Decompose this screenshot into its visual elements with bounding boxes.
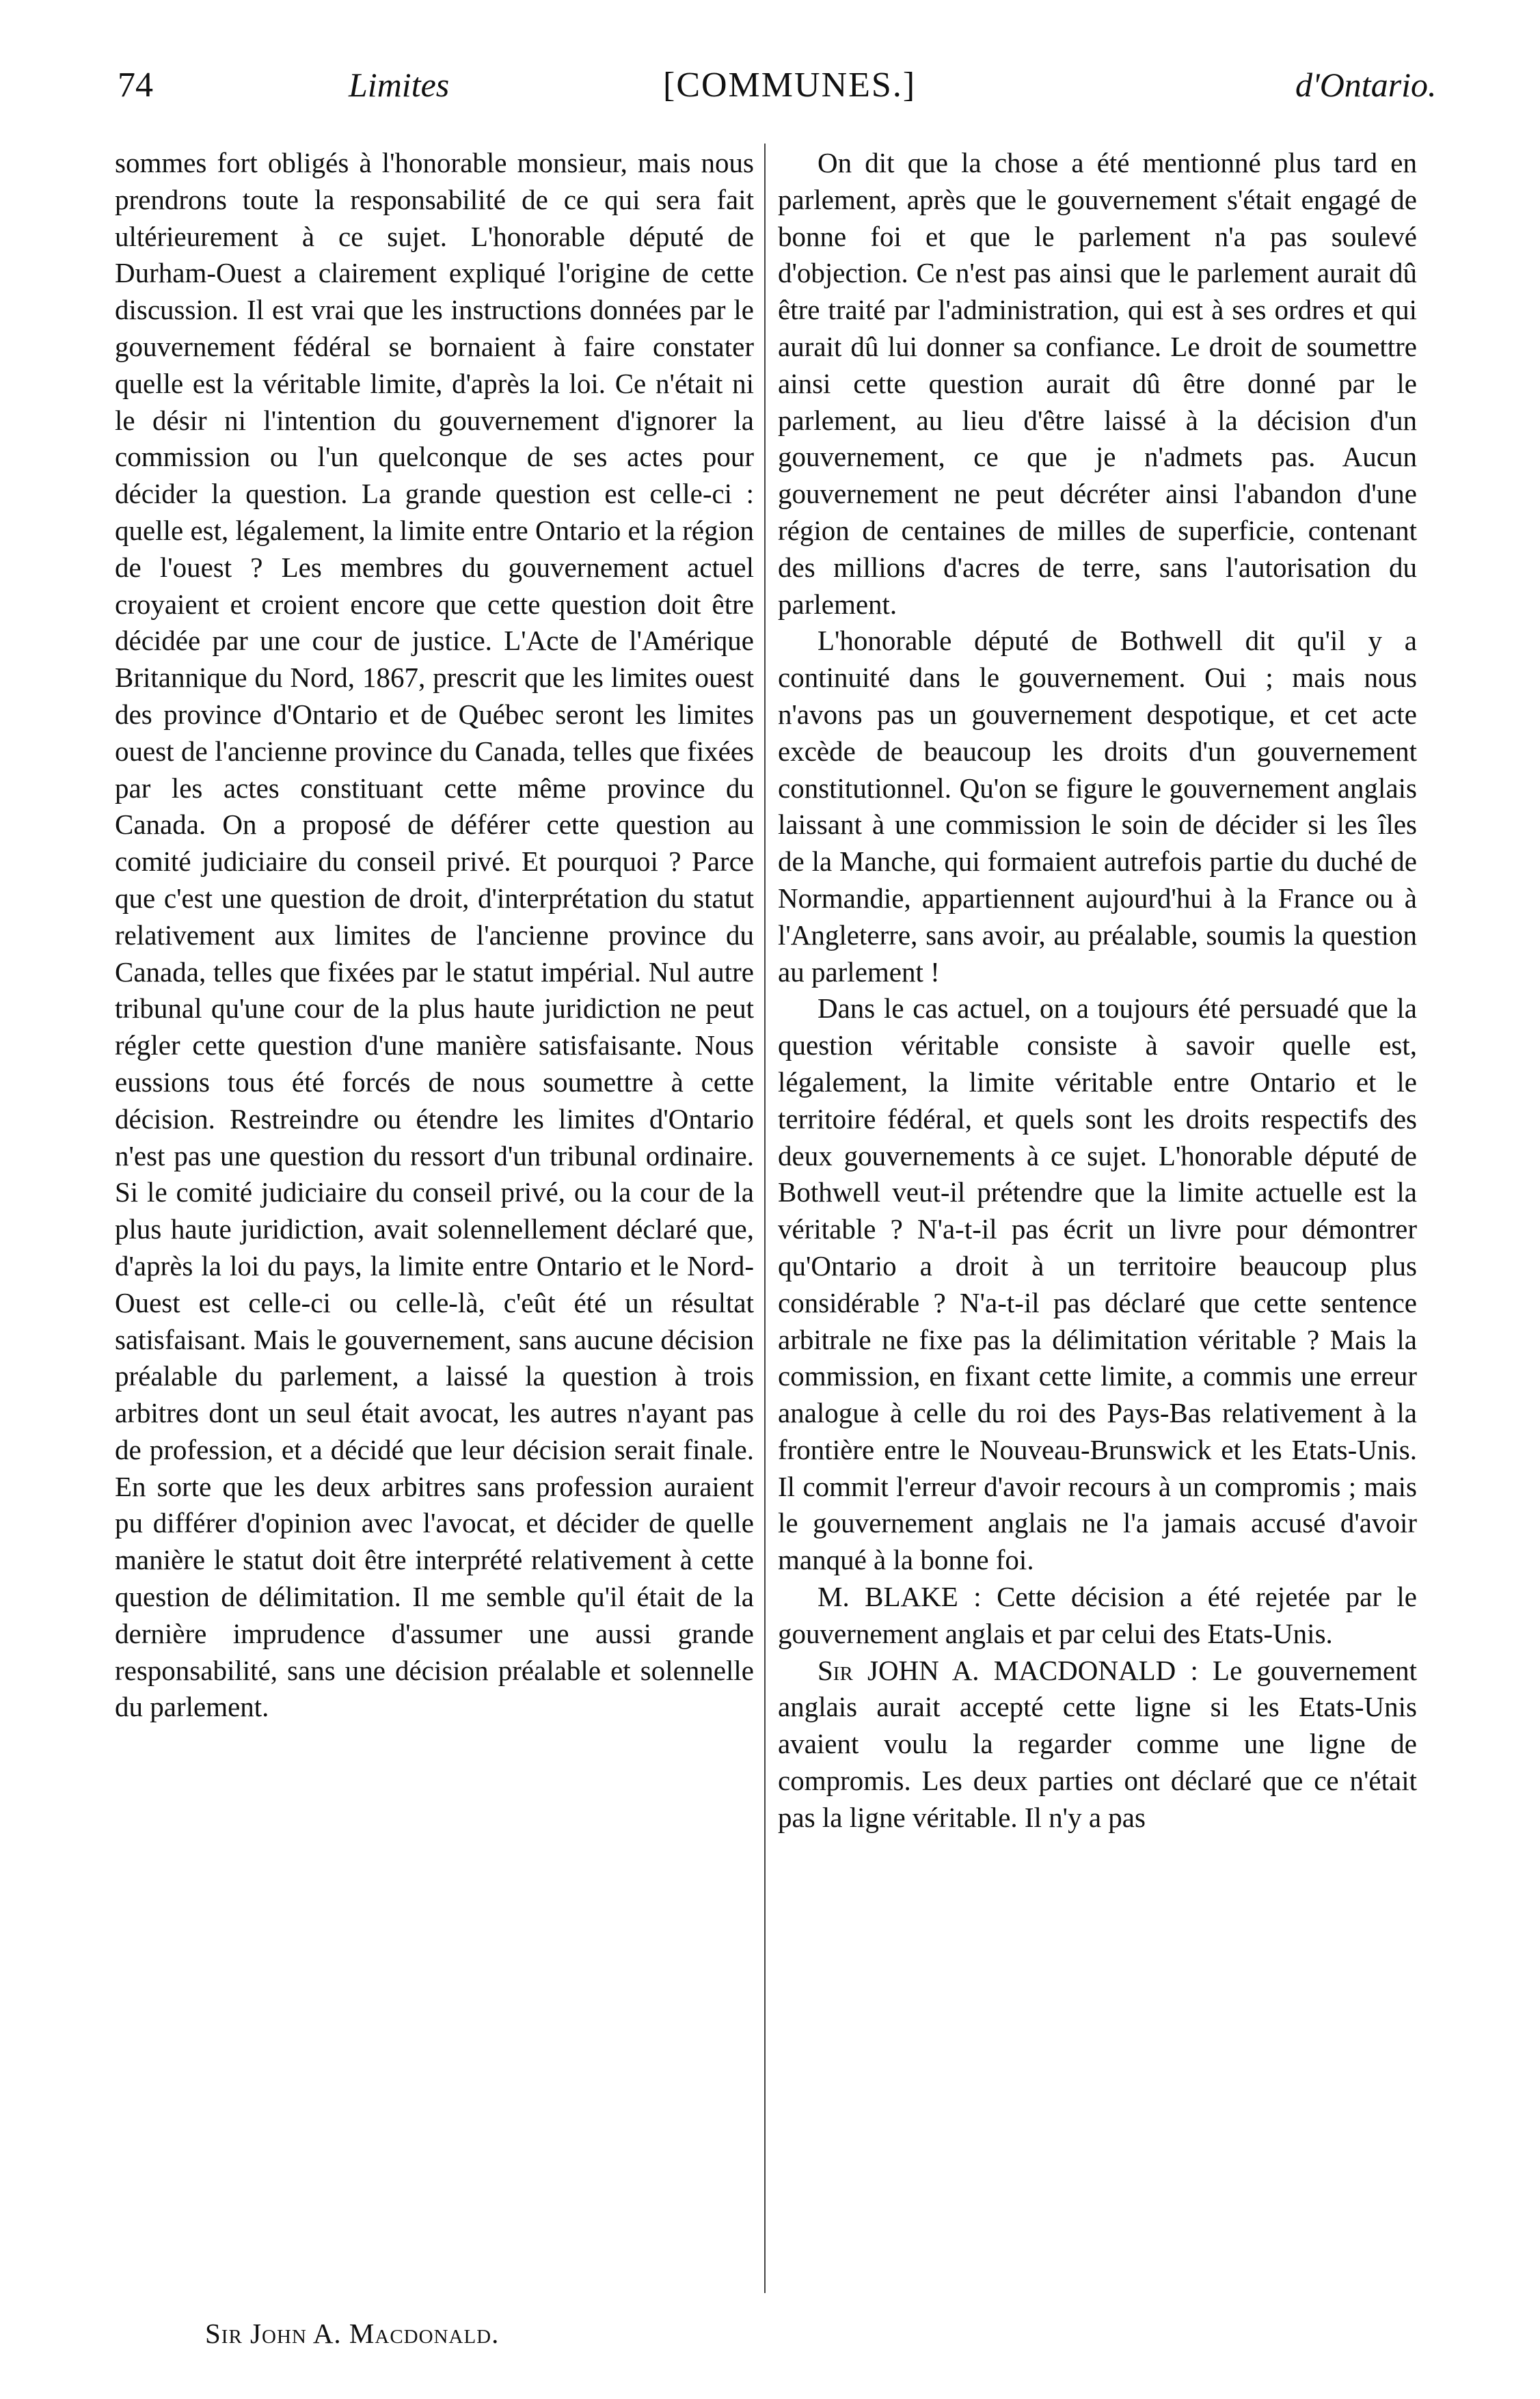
- blake-speech: Cette décision a été rejetée par le gouvernement anglais et par celui des Etats-Unis.: [778, 1581, 1417, 1649]
- right-paragraph-1: On dit que la chose a été mentionné plus tard en parlement, après que le gouvernement s'était engagé de bonne foi et que le parlement n'a pas soulevé d'objection. Ce n'est pas ainsi que le parlement aurait dû être traité par l'administration, qui est à ses ordres et qui aurait dû lui donner sa confiance. Le droit de soumettre ainsi cette question aurait dû être donné par le parlement, au lieu d'être laissé à la décision d'un gouvernement, ce que je n'admets pas. Aucun gouvernement ne peut décréter ainsi l'abandon d'une région de centaines de milles de superficie, contenant des millions d'acres de terre, sans l'autorisation du parlement.: [778, 147, 1417, 620]
- speaker-blake: M. BLAKE :: [818, 1581, 982, 1613]
- page-number: 74: [118, 66, 153, 105]
- column-divider: [764, 144, 766, 2293]
- right-paragraph-4: [778, 1579, 1417, 1653]
- left-column: [115, 145, 754, 1726]
- running-title-right: d'Ontario.: [1295, 66, 1437, 104]
- right-paragraph-3: Dans le cas actuel, on a toujours été persuadé que la question véritable consiste à savoir quelle est, légalement, la limite véritable entre Ontario et le territoire fédéral, et quels sont les droits respectifs des deux gouvernements à ce sujet. L'honorable député de Bothwell veut-il prétendre que la limite actuelle est la véritable ? N'a-t-il pas écrit un livre pour démontrer qu'Ontario a droit à un territoire beaucoup plus considérable ? N'a-t-il pas déclaré que cette sentence arbitrale ne fixe pas la délimitation véritable ? Mais la commission, en fixant cette limite, a commis une erreur analogue à celle du roi des Pays-Bas relativement à la frontière entre le Nouveau-Brunswick et les Etats-Unis. Il commit l'erreur d'avoir recours à un compromis ; mais le gouvernement anglais ne l'a jamais accusé d'avoir manqué à la bonne foi.: [778, 992, 1417, 1576]
- right-paragraph-2: L'honorable député de Bothwell dit qu'il y a continuité dans le gouvernement. Oui ; mais nous n'avons pas un gouvernement despotique, et cet acte excède de beaucoup les droits d'un gouvernement constitutionnel. Qu'on se figure le gouvernement anglais laissant à une commission le soin de décider si les îles de la Manche, qui formaient autrefois partie du duché de Normandie, appartiennent aujourd'hui à la France ou à l'Angleterre, sans avoir, au préalable, soumis la question au parlement !: [778, 625, 1417, 988]
- right-paragraph-5: [778, 1653, 1417, 1836]
- running-header: [103, 65, 1442, 120]
- catchword: Sir John A. Macdonald.: [205, 2318, 500, 2349]
- right-column: [778, 145, 1417, 1836]
- macdonald-speech: Le gouvernement anglais aurait accepté cette ligne si les Etats-Unis avaient voulu la regarder comme une ligne de compromis. Les deux parties ont déclaré que ce n'était pas la ligne véritable. Il n'y a pas: [778, 1654, 1418, 1833]
- running-title-center: [COMMUNES.]: [663, 66, 917, 105]
- speaker-macdonald: Sir JOHN A. MACDONALD :: [818, 1654, 1198, 1686]
- left-paragraph-1: sommes fort obligés à l'honorable monsieur, mais nous prendrons toute la responsabilité de ce qui sera fait ultérieurement à ce sujet. L'honorable député de Durham-Ouest a clairement expliqué l'origine de cette discussion. Il est vrai que les instructions données par le gouvernement fédéral se bornaient à faire constater quelle est la véritable limite, d'après la loi. Ce n'était ni le désir ni l'intention du gouvernement d'ignorer la commission ou l'un quelconque de ses actes pour décider la question. La grande question est celle-ci : quelle est, légalement, la limite entre Ontario et la région de l'ouest ? Les membres du gouvernement actuel croyaient et croient encore que cette question doit être décidée par une cour de justice. L'Acte de l'Amérique Britannique du Nord, 1867, prescrit que les limites ouest des province d'Ontario et de Québec seront les limites ouest de l'ancienne province du Canada, telles que fixées par les actes constituant cette même province du Canada. On a proposé de déférer cette question au comité judiciaire du conseil privé. Et pourquoi ? Parce que c'est une question de droit, d'interprétation du statut relativement aux limites de l'ancienne province du Canada, telles que fixées par le statut impérial. Nul autre tribunal qu'une cour de la plus haute juridiction ne peut régler cette question d'une manière satisfaisante. Nous eussions tous été forcés de nous soumettre à cette décision. Restreindre ou étendre les limites d'Ontario n'est pas une question du ressort d'un tribunal ordinaire. Si le comité judiciaire du conseil privé, ou la cour de la plus haute juridiction, avait solennellement déclaré que, d'après la loi du pays, la limite entre Ontario et le Nord-Ouest est celle-ci ou celle-là, c'eût été un résultat satisfaisant. Mais le gouvernement, sans aucune décision préalable du parlement, a laissé la question à trois arbitres dont un seul était avocat, les autres n'ayant pas de profession, et a décidé que leur décision serait finale. En sorte que les deux arbitres sans profession auraient pu différer d'opinion avec l'avocat, et décider de quelle manière le statut doit être interprété relativement à cette question de délimitation. Il me semble qu'il était de la dernière imprudence d'assumer une aussi grande responsabilité, sans une décision préalable et solennelle du parlement.: [115, 147, 754, 1723]
- running-title-left: Limites: [349, 66, 450, 104]
